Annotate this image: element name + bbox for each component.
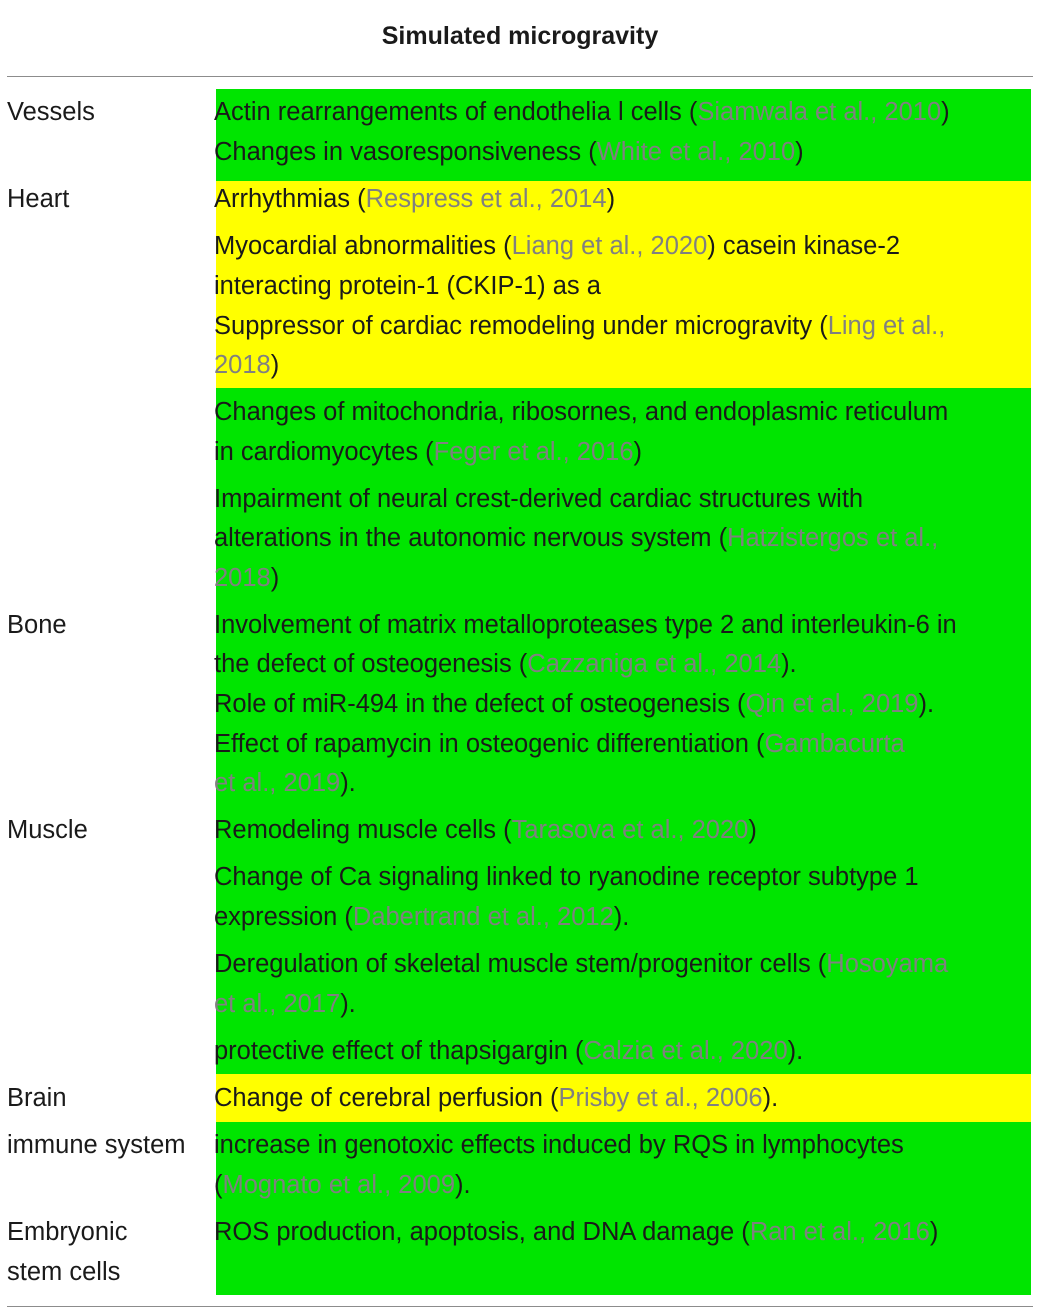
- category-embryonic-line1: Embryonic: [7, 1218, 128, 1246]
- finding-line: the defect of osteogenesis (Cazzaniga et al., 2014).: [214, 650, 797, 678]
- finding-line: in cardiomyocytes (Feger et al., 2016): [214, 438, 643, 466]
- finding-line: Actin rearrangements of endothelia l cells (Siamwala et al., 2010): [214, 98, 950, 126]
- finding-line: Change of cerebral perfusion (Prisby et al., 2006).: [214, 1084, 779, 1112]
- finding-line: Impairment of neural crest-derived cardiac structures with: [214, 485, 864, 513]
- category-heart: Heart: [7, 185, 70, 213]
- category-brain: Brain: [7, 1084, 67, 1112]
- finding-line: Effect of rapamycin in osteogenic differentiation (Gambacurta: [214, 730, 905, 758]
- bottom-rule: [7, 1306, 1033, 1307]
- citation-link[interactable]: Dabertrand et al., 2012: [352, 903, 614, 931]
- finding-line: Myocardial abnormalities (Liang et al., 2020) casein kinase-2: [214, 232, 901, 260]
- finding-line: alterations in the autonomic nervous system (Hatzistergos et al.,: [214, 524, 939, 552]
- category-muscle: Muscle: [7, 816, 88, 844]
- citation-link[interactable]: Respress et al., 2014: [365, 185, 607, 213]
- finding-line: Remodeling muscle cells (Tarasova et al., 2020): [214, 816, 757, 844]
- category-embryonic-line2: stem cells: [7, 1258, 121, 1286]
- citation-link[interactable]: et al., 2017: [214, 990, 341, 1018]
- citation-link[interactable]: Siamwala et al., 2010: [697, 98, 942, 126]
- finding-line: Involvement of matrix metalloproteases type 2 and interleukin-6 in: [214, 611, 957, 639]
- finding-line: 2018): [214, 351, 280, 379]
- citation-link[interactable]: Tarasova et al., 2020: [511, 816, 749, 844]
- finding-line: Arrhythmias (Respress et al., 2014): [214, 185, 616, 213]
- category-immune-system: immune system: [7, 1131, 186, 1159]
- finding-line: Changes of mitochondria, ribosornes, and endoplasmic reticulum: [214, 398, 949, 426]
- citation-link[interactable]: Ran et al., 2016: [749, 1218, 930, 1246]
- citation-link[interactable]: Hosoyama: [826, 950, 949, 978]
- finding-line: protective effect of thapsigargin (Calzia et al., 2020).: [214, 1037, 804, 1065]
- finding-line: Suppressor of cardiac remodeling under microgravity (Ling et al.,: [214, 312, 946, 340]
- citation-link[interactable]: Qin et al., 2019: [745, 690, 919, 718]
- finding-line: et al., 2017).: [214, 990, 356, 1018]
- citation-link[interactable]: 2018: [214, 351, 271, 379]
- citation-link[interactable]: Feger et al., 2016: [433, 438, 634, 466]
- table-header: Simulated microgravity: [381, 22, 659, 50]
- finding-line: Change of Ca signaling linked to ryanodine receptor subtype 1: [214, 863, 919, 891]
- citation-link[interactable]: Mognato et al., 2009: [222, 1171, 456, 1199]
- finding-line: Role of miR-494 in the defect of osteogenesis (Qin et al., 2019).: [214, 690, 935, 718]
- finding-line: 2018): [214, 564, 280, 592]
- header-rule: [7, 76, 1033, 77]
- finding-line: et al., 2019).: [214, 769, 356, 797]
- finding-line: Deregulation of skeletal muscle stem/progenitor cells (Hosoyama: [214, 950, 949, 978]
- finding-line: interacting protein-1 (CKIP-1) as a: [214, 272, 601, 300]
- citation-link[interactable]: White et al., 2010: [596, 138, 796, 166]
- finding-line: Changes in vasoresponsiveness (White et al., 2010): [214, 138, 804, 166]
- finding-line: increase in genotoxic effects induced by RQS in lymphocytes: [214, 1131, 904, 1159]
- citation-link[interactable]: Prisby et al., 2006: [558, 1084, 763, 1112]
- category-vessels: Vessels: [7, 98, 95, 126]
- citation-link[interactable]: Calzia et al., 2020: [583, 1037, 788, 1065]
- citation-link[interactable]: Hatzistergos et al.,: [727, 524, 939, 552]
- finding-line: ROS production, apoptosis, and DNA damage (Ran et al., 2016): [214, 1218, 939, 1246]
- finding-line: expression (Dabertrand et al., 2012).: [214, 903, 630, 931]
- category-bone: Bone: [7, 611, 67, 639]
- citation-link[interactable]: Cazzaniga et al., 2014: [527, 650, 782, 678]
- citation-link[interactable]: 2018: [214, 564, 271, 592]
- finding-line: (Mognato et al., 2009).: [214, 1171, 471, 1199]
- citation-link[interactable]: Gambacurta: [764, 730, 905, 758]
- citation-link[interactable]: Ling et al.,: [827, 312, 946, 340]
- citation-link[interactable]: et al., 2019: [214, 769, 341, 797]
- citation-link[interactable]: Liang et al., 2020: [511, 232, 708, 260]
